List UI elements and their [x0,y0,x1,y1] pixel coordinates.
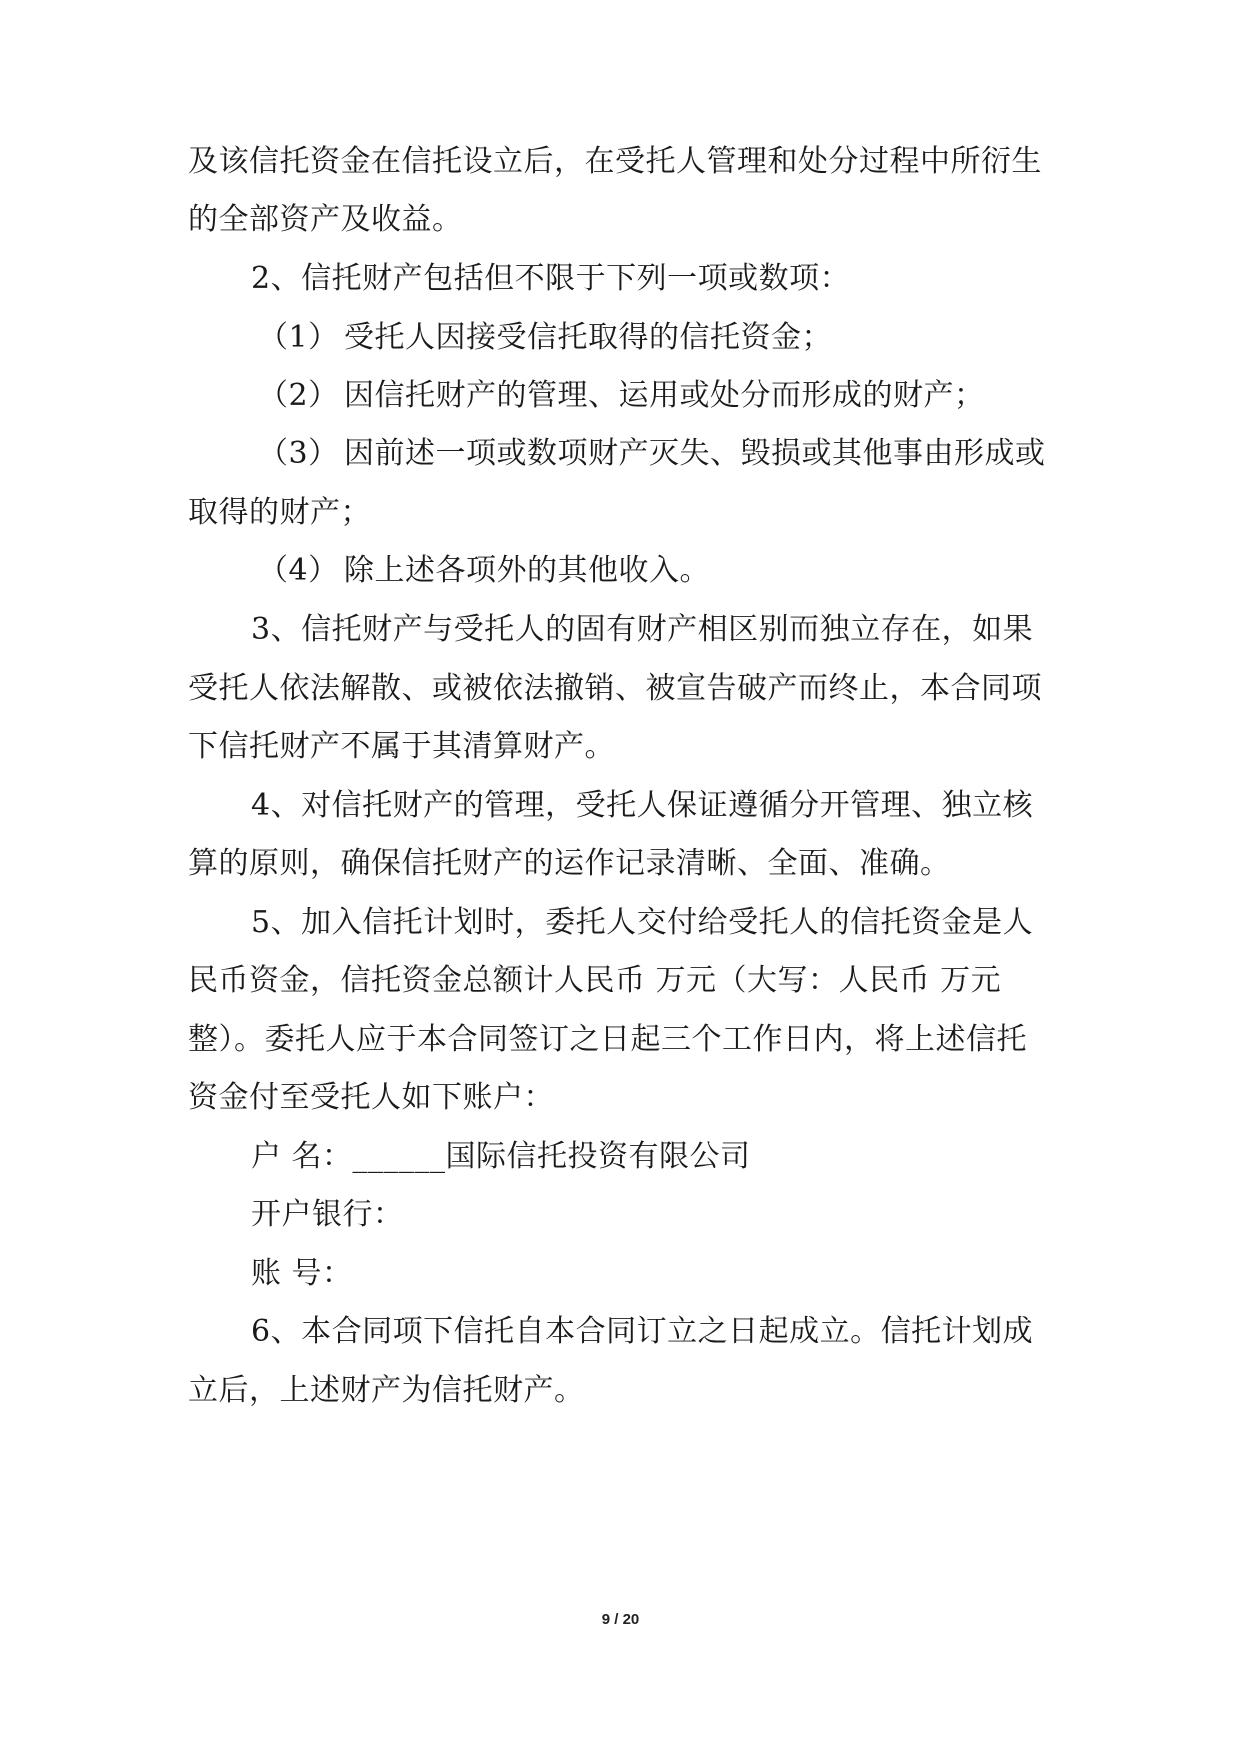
paragraph-5-line-4: 资金付至受托人如下账户： [188,1080,554,1115]
paragraph-4-line-2: 算的原则，确保信托财产的运作记录清晰、全面、准确。 [188,846,951,881]
paragraph-3-line-3: 下信托财产不属于其清算财产。 [188,729,615,764]
list-item-1-text: 受托人因接受信托取得的信托资金； [344,320,832,355]
paragraph-6-line-1: 6、本合同项下信托自本合同订立之日起成立。信托计划成 [251,1314,1034,1349]
list-item-4-number: （4） [258,553,339,588]
paragraph-5-line-3: 整）。委托人应于本合同签订之日起三个工作日内，将上述信托 [188,1022,1027,1057]
list-item-3-continuation: 取得的财产； [188,495,371,530]
paragraph-6-line-2: 立后，上述财产为信托财产。 [188,1373,585,1408]
paragraph-4-line-1: 4、对信托财产的管理，受托人保证遵循分开管理、独立核 [251,788,1034,823]
list-item-1 [258,318,832,358]
list-item-4 [258,551,710,591]
paragraph-1-line-2: 的全部资产及收益。 [188,202,463,237]
list-item-3-number: （3） [258,436,339,471]
paragraph-5-line-1: 5、加入信托计划时，委托人交付给受托人的信托资金是人 [251,905,1034,940]
page-number: 9 / 20 [601,1611,640,1628]
list-item-2-text: 因信托财产的管理、运用或处分而形成的财产； [344,378,985,413]
account-name-field: 户 名：______国际信托投资有限公司 [251,1139,751,1174]
list-item-3 [258,434,1046,474]
list-item-4-text: 除上述各项外的其他收入。 [344,553,710,588]
paragraph-3-line-1: 3、信托财产与受托人的固有财产相区别而独立存在，如果 [251,612,1034,647]
account-bank-field: 开户银行： [251,1197,404,1232]
account-number-field: 账 号： [251,1256,353,1291]
paragraph-5-line-2: 民币资金，信托资金总额计人民币 万元（大写：人民币 万元 [188,963,1002,998]
list-item-2-number: （2） [258,378,339,413]
list-item-3-text: 因前述一项或数项财产灭失、毁损或其他事由形成或 [344,436,1046,471]
paragraph-1-line-1: 及该信托资金在信托设立后，在受托人管理和处分过程中所衍生 [188,144,1042,179]
paragraph-2: 2、信托财产包括但不限于下列一项或数项： [251,261,851,296]
list-item-1-number: （1） [258,320,339,355]
paragraph-3-line-2: 受托人依法解散、或被依法撤销、被宣告破产而终止，本合同项 [188,671,1042,706]
list-item-2 [258,376,985,416]
